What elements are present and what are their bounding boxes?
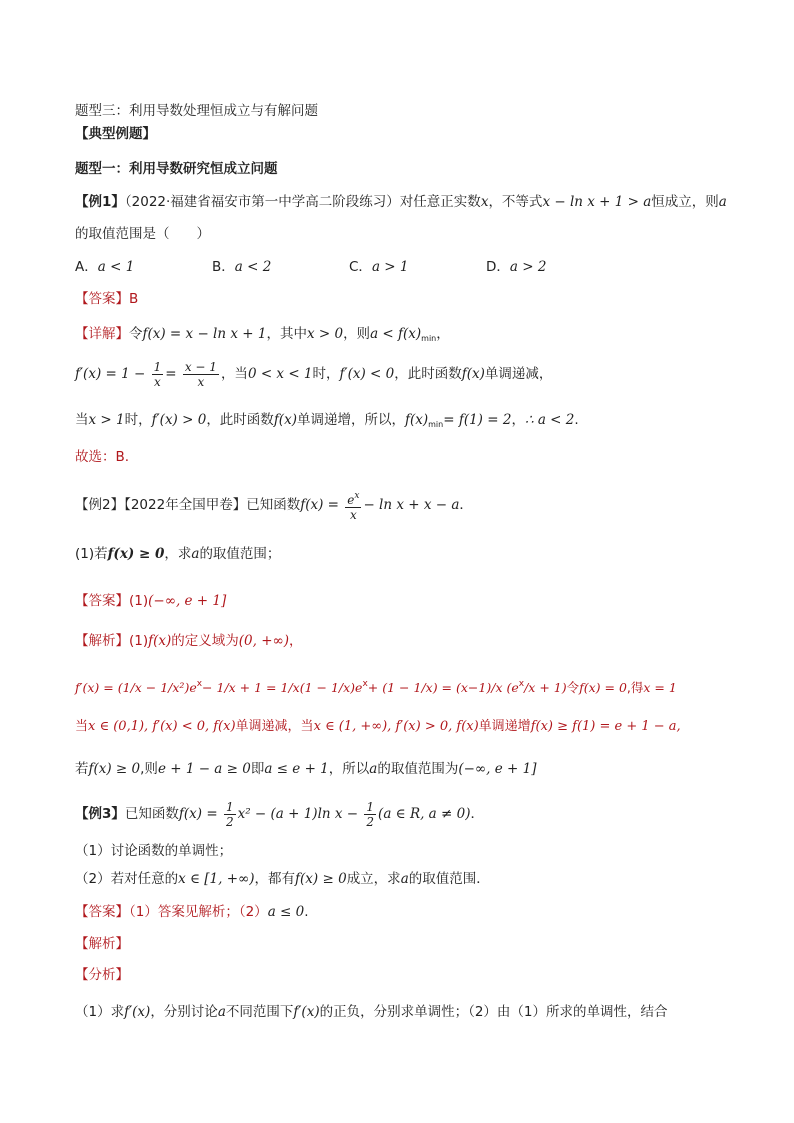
detail-l3-i: = f(1) = 2 bbox=[443, 412, 512, 428]
option-a-label: A． bbox=[75, 259, 98, 275]
example2-analysis-a: 【解析】(1) bbox=[75, 633, 149, 649]
example3-q2-f: a bbox=[400, 871, 409, 887]
example2-q1 bbox=[75, 545, 280, 563]
example3-answer-b: a ≤ 0 bbox=[267, 904, 305, 920]
example3-fenxi-label: 【分析】 bbox=[75, 967, 129, 983]
example1-text-mid: ，不等式 bbox=[488, 194, 543, 210]
example3-half1 bbox=[224, 800, 236, 829]
example2-analysis-c: 的定义域为 bbox=[171, 633, 239, 649]
example2-frac bbox=[345, 489, 361, 522]
example2-l2-d-sup: x bbox=[362, 679, 368, 689]
typical-examples-label: 【典型例题】 bbox=[75, 126, 156, 142]
detail-l3-end: . bbox=[574, 412, 579, 428]
example3-q2-g: 的取值范围． bbox=[408, 871, 490, 887]
detail-l3-h: f(x) bbox=[404, 412, 429, 428]
example3-question bbox=[75, 798, 484, 830]
example2-l2-j: x = 1 bbox=[643, 680, 677, 695]
example2-l3-a: 当 bbox=[75, 719, 89, 734]
option-c-label: C． bbox=[349, 259, 372, 275]
detail-l2-h: 单调递减， bbox=[484, 366, 553, 382]
detail-l3-a: 当 bbox=[75, 412, 89, 428]
example2-l2-e-sup: x bbox=[518, 679, 525, 689]
example1-var-a: a bbox=[718, 194, 727, 210]
frac1-num: 1 bbox=[153, 359, 162, 374]
detail-l1-d: ，则 bbox=[343, 326, 371, 342]
example2-f-lhs: f(x) = bbox=[300, 497, 339, 513]
section-title: 题型三：利用导数处理恒成立与有解问题 bbox=[75, 103, 318, 119]
option-d-label: D． bbox=[486, 259, 510, 275]
example1-option-d bbox=[486, 258, 546, 276]
example2-frac-num-base: e bbox=[347, 492, 355, 507]
detail-l3-f: f(x) bbox=[273, 412, 297, 428]
example2-analysis-b: f(x) bbox=[148, 633, 172, 649]
frac2-num: x − 1 bbox=[184, 359, 217, 374]
example3-answer bbox=[75, 903, 309, 921]
example2-l4-b: f(x) ≥ 0 bbox=[88, 761, 141, 777]
example3-c: (a ∈ R, a ≠ 0) bbox=[378, 806, 471, 822]
detail-l3-j: ， bbox=[511, 412, 525, 428]
example3-last-c: ，分别讨论 bbox=[150, 1004, 218, 1020]
example1-option-b bbox=[212, 258, 271, 276]
example3-q2-a: （2）若对任意的 bbox=[75, 871, 179, 887]
detail-l2-frac2 bbox=[183, 360, 219, 389]
example3-last-f: f′(x) bbox=[293, 1004, 320, 1020]
example3-answer-c: . bbox=[304, 904, 309, 920]
example2-q1-c: ，求 bbox=[164, 546, 192, 562]
detail-l1-f: f(x) = x − ln x + 1 bbox=[142, 326, 267, 342]
example2-frac-num-sup: x bbox=[354, 490, 360, 501]
example3-half2-den: 2 bbox=[366, 814, 375, 829]
example3-last-d: a bbox=[217, 1004, 226, 1020]
example2-analysis-d: (0, +∞) bbox=[238, 633, 290, 649]
example1-question-line2: 的取值范围是（ ） bbox=[75, 226, 210, 242]
example3-q1: （1）讨论函数的单调性； bbox=[75, 843, 233, 859]
example2-l2-h: f(x) = 0 bbox=[579, 680, 627, 695]
option-a-value: a < 1 bbox=[97, 259, 135, 275]
example2-l3-f: f(x) ≥ f(1) = e + 1 − a, bbox=[530, 719, 681, 734]
detail-l2-e: f′(x) < 0 bbox=[339, 366, 395, 382]
example2-l4-h: a bbox=[369, 761, 378, 777]
example2-l2-f: /x + 1) bbox=[524, 680, 567, 695]
example2-analysis-line1 bbox=[75, 632, 303, 650]
example3-q2-b: x ∈ [1, +∞) bbox=[178, 871, 255, 887]
example1-source: （2022·福建省福安市第一中学高二阶段练习）对任意正实数 bbox=[124, 194, 481, 210]
example3-last-e: 不同范围下 bbox=[225, 1004, 294, 1020]
detail-l3-g: 单调递增，所以， bbox=[296, 412, 405, 428]
example3-analysis-label: 【解析】 bbox=[75, 936, 129, 952]
example2-l3-e: 单调递增 bbox=[478, 719, 531, 734]
example2-l4-i: 的取值范围为 bbox=[377, 761, 459, 777]
example2-l2-b: 1/x − 1/x² bbox=[122, 680, 185, 695]
detail-l3-k: ∴ a < 2 bbox=[524, 412, 575, 428]
example2-end: ． bbox=[459, 497, 473, 513]
detail-l3-c: 时， bbox=[124, 412, 152, 428]
example2-l4-f: a ≤ e + 1 bbox=[264, 761, 329, 777]
example3-f: f(x) = bbox=[178, 806, 218, 822]
example2-l2-c-sup: x bbox=[196, 679, 203, 689]
example2-q1-d: a bbox=[191, 546, 200, 562]
example2-l2-e: + (1 − 1/x) = (x−1)/x (e bbox=[367, 680, 519, 695]
example1-var-x: x bbox=[480, 194, 489, 210]
example2-l2-c: )e bbox=[184, 680, 197, 695]
subsection-title: 题型一：利用导数研究恒成立问题 bbox=[75, 161, 278, 177]
example2-answer-b: (−∞, e + 1] bbox=[148, 593, 227, 609]
example2-l4-e: 即 bbox=[250, 761, 265, 777]
example2-analysis-e: ， bbox=[289, 633, 303, 649]
example1-detail-line3 bbox=[75, 411, 579, 434]
example3-last-b: f′(x) bbox=[124, 1004, 151, 1020]
detail-l1-sub: min bbox=[421, 334, 437, 343]
detail-l3-b: x > 1 bbox=[88, 412, 125, 428]
detail-l2-eq: = bbox=[165, 366, 177, 382]
example2-l3-b: x ∈ (0,1), f′(x) < 0, f(x) bbox=[88, 719, 236, 734]
example2-q1-b: f(x) ≥ 0 bbox=[107, 546, 165, 562]
example3-last-g: 的正负，分别求单调性；（2）由（1）所求的单调性，结合 bbox=[319, 1004, 668, 1020]
example2-l2-g: 令 bbox=[566, 680, 580, 695]
frac2-den: x bbox=[197, 374, 205, 389]
example3-half2 bbox=[364, 800, 376, 829]
option-b-label: B． bbox=[212, 259, 235, 275]
detail-l1-e: a < f(x) bbox=[370, 326, 422, 342]
example3-last-a: （1）求 bbox=[75, 1004, 125, 1020]
example3-half2-num: 1 bbox=[366, 799, 375, 814]
example3-q2-d: f(x) ≥ 0 bbox=[295, 871, 347, 887]
detail-l1-c: x > 0 bbox=[306, 326, 344, 342]
example3-half1-num: 1 bbox=[225, 799, 234, 814]
example1-inequality: x − ln x + 1 > a bbox=[542, 194, 652, 210]
example2-q1-a: (1)若 bbox=[75, 546, 108, 562]
example3-q2-e: 成立，求 bbox=[346, 871, 401, 887]
detail-l2-f: ，此时函数 bbox=[394, 366, 462, 382]
example3-tag: 【例3】 bbox=[75, 806, 125, 822]
example2-l4-d: e + 1 − a ≥ 0 bbox=[157, 761, 251, 777]
example2-analysis-line2 bbox=[75, 675, 677, 697]
example2-l4-c: ,则 bbox=[140, 761, 158, 777]
option-c-value: a > 1 bbox=[371, 259, 409, 275]
detail-l1-b: ，其中 bbox=[266, 326, 307, 342]
example2-l4-j: (−∞, e + 1] bbox=[458, 761, 537, 777]
example2-question bbox=[75, 488, 473, 522]
example1-choose: 故选：B. bbox=[75, 449, 130, 465]
example1-detail-line2 bbox=[75, 358, 552, 390]
example3-a: 已知函数 bbox=[124, 806, 179, 822]
example2-frac-num bbox=[345, 489, 361, 508]
example2-l2-i: ,得 bbox=[626, 680, 644, 695]
detail-l1-a: 令 bbox=[129, 326, 143, 342]
detail-l3-d: f′(x) > 0 bbox=[151, 412, 207, 428]
example3-answer-a: 【答案】（1）答案见解析；（2） bbox=[75, 904, 268, 920]
example1-answer: 【答案】B bbox=[75, 291, 139, 307]
example1-option-c bbox=[349, 258, 408, 276]
example2-f-rhs: − ln x + x − a bbox=[363, 497, 460, 513]
detail-l2-g: f(x) bbox=[461, 366, 485, 382]
example3-q2-c: ，都有 bbox=[254, 871, 296, 887]
detail-l2-frac1 bbox=[152, 360, 164, 389]
example2-analysis-line4 bbox=[75, 760, 536, 778]
example2-answer bbox=[75, 592, 226, 610]
example1-detail-tag: 【详解】 bbox=[75, 326, 129, 342]
frac1-den: x bbox=[154, 374, 161, 389]
detail-l2-c: 0 < x < 1 bbox=[247, 366, 313, 382]
example1-tag: 【例1】 bbox=[75, 194, 125, 210]
detail-l2-a: f′(x) = 1 − bbox=[75, 366, 146, 382]
detail-l1-end: ， bbox=[436, 326, 450, 342]
example2-frac-den: x bbox=[349, 507, 357, 522]
example2-answer-a: 【答案】(1) bbox=[75, 593, 149, 609]
example2-l3-d: x ∈ (1, +∞), f′(x) > 0, f(x) bbox=[313, 719, 479, 734]
example2-l4-g: ，所以 bbox=[328, 761, 370, 777]
example3-q2 bbox=[75, 870, 490, 888]
option-b-value: a < 2 bbox=[234, 259, 272, 275]
option-d-value: a > 2 bbox=[509, 259, 547, 275]
example2-l4-a: 若 bbox=[75, 761, 89, 777]
example3-end: ． bbox=[470, 806, 484, 822]
example2-l2-d: − 1/x + 1 = 1/x(1 − 1/x)e bbox=[202, 680, 363, 695]
example1-text-tail: 恒成立，则 bbox=[651, 194, 719, 210]
detail-l2-d: 时， bbox=[312, 366, 340, 382]
example1-detail-line1 bbox=[75, 325, 450, 348]
example3-b: x² − (a + 1)ln x − bbox=[237, 806, 359, 822]
example2-analysis-line3 bbox=[75, 718, 681, 736]
example2-l2-a: f′(x) = ( bbox=[75, 680, 123, 695]
example3-half1-den: 2 bbox=[225, 814, 234, 829]
example1-option-a bbox=[75, 258, 134, 276]
example2-q1-e: 的取值范围； bbox=[199, 546, 281, 562]
detail-l3-sub: min bbox=[428, 420, 444, 429]
detail-l3-e: ，此时函数 bbox=[206, 412, 274, 428]
detail-l2-b: ，当 bbox=[220, 366, 248, 382]
example3-last-line bbox=[75, 1003, 668, 1021]
example1-question-line1 bbox=[75, 193, 727, 211]
example2-tag: 【例2】【2022年全国甲卷】已知函数 bbox=[75, 497, 301, 513]
example2-l3-c: 单调递减，当 bbox=[235, 719, 314, 734]
